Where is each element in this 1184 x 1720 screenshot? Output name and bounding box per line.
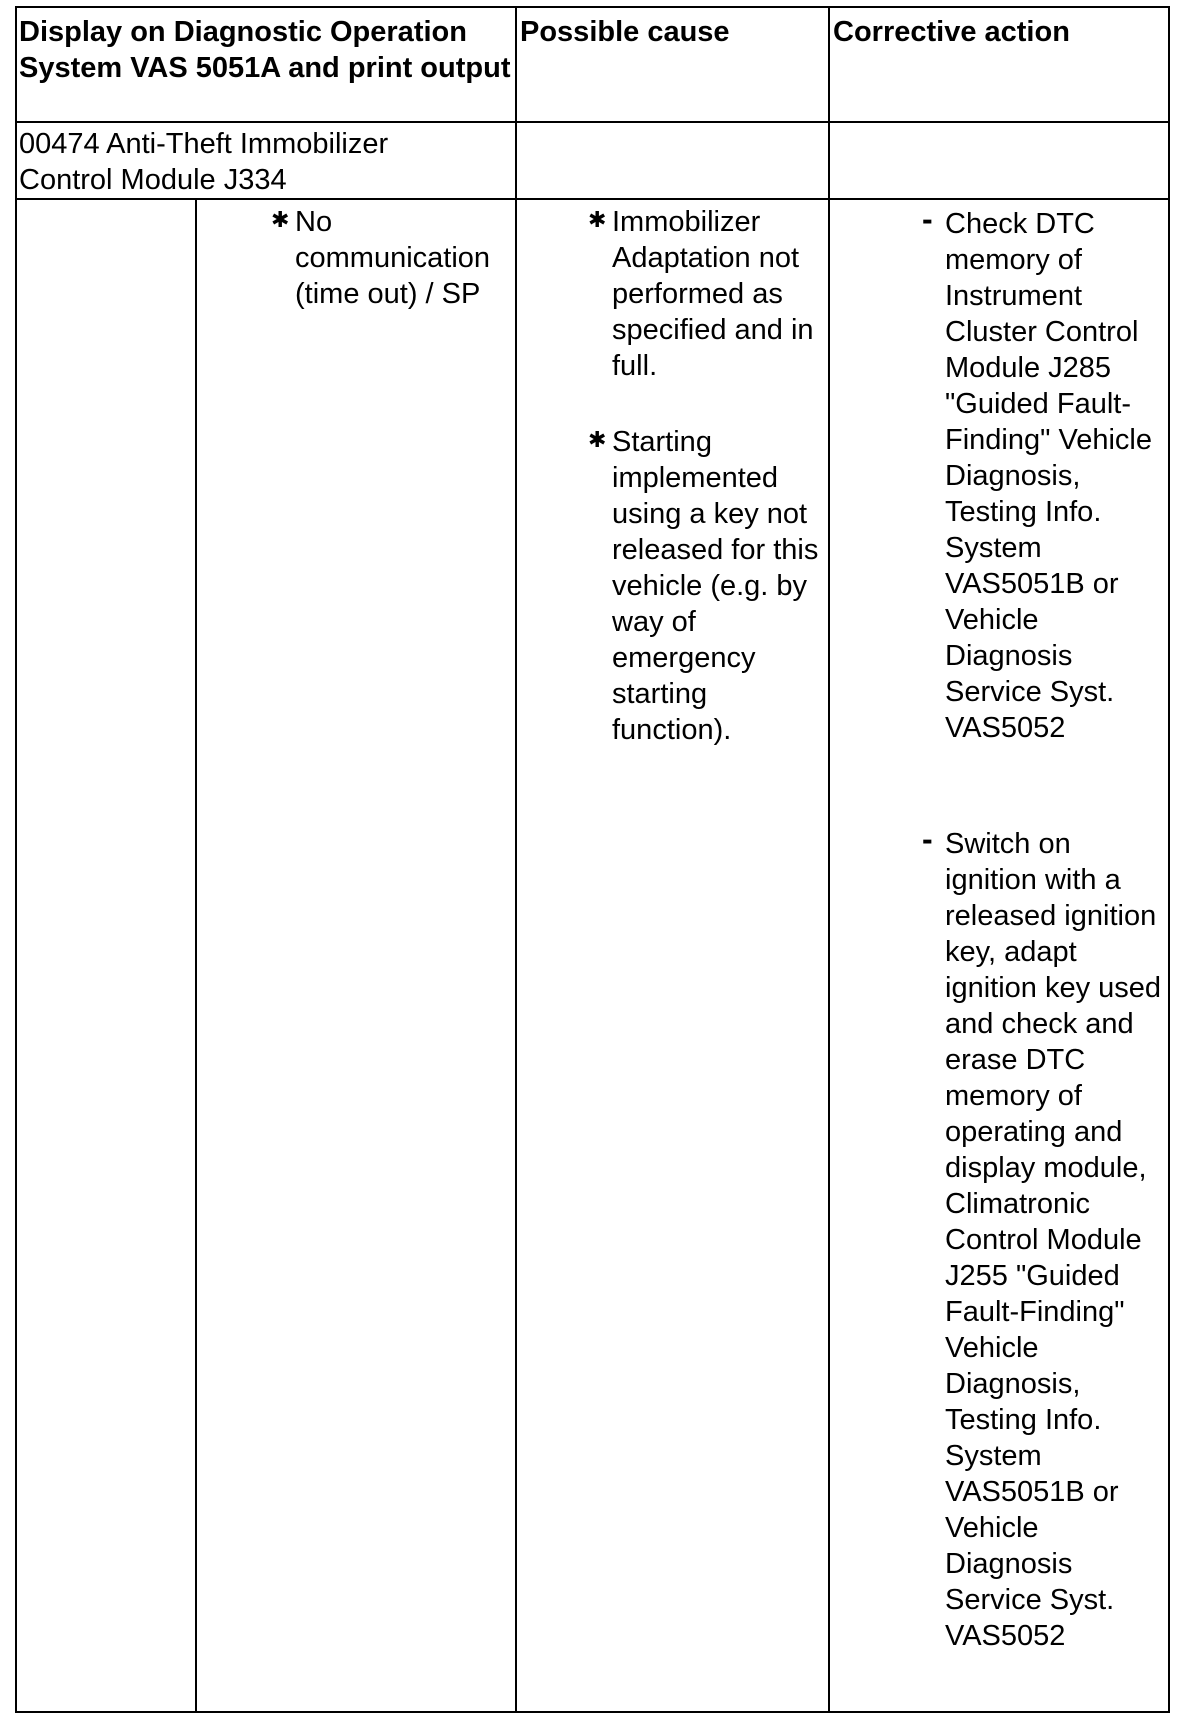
diagnostic-table [15, 6, 1170, 1713]
cause-item: Starting implemented using a key not released for this vehicle (e.g. by way of emergency starting function). [612, 426, 819, 746]
col1-divider [515, 8, 517, 1711]
dash-bullet-icon: - [922, 821, 933, 857]
col2-divider [828, 8, 830, 1711]
action-item: Check DTC memory of Instrument Cluster Control Module J285 "Guided Fault-Finding" Vehicle Diagnosis, Testing Info. System VAS5051B or Vehicle Diagnosis Service Syst. VAS5052 [945, 208, 1152, 744]
subcol-divider [195, 198, 197, 1711]
header-divider [17, 121, 1168, 123]
asterisk-bullet-icon: ✱ [271, 207, 290, 232]
module-label: 00474 Anti-Theft Immobilizer Control Module J334 [19, 128, 389, 196]
action-item: Switch on ignition with a released ignition key, adapt ignition key used and check and erase DTC memory of operating and display module, Climatronic Control Module J255 "Guided Fault-Finding" Vehicle Diagnosis, Testing Info. System VAS5051B or Vehicle Diagnosis Service Syst. VAS5052 [945, 828, 1162, 1652]
asterisk-bullet-icon: ✱ [588, 427, 607, 452]
header-corrective-action: Corrective action [833, 16, 1070, 48]
fault-display-text: No communication (time out) / SP [295, 206, 491, 310]
asterisk-bullet-icon: ✱ [588, 207, 607, 232]
dash-bullet-icon: - [922, 201, 933, 237]
cause-item: Immobilizer Adaptation not performed as specified and in full. [612, 206, 814, 382]
header-display: Display on Diagnostic Operation System VAS 5051A and print output [19, 16, 511, 84]
module-row-divider [17, 198, 1168, 200]
header-possible-cause: Possible cause [520, 16, 730, 48]
